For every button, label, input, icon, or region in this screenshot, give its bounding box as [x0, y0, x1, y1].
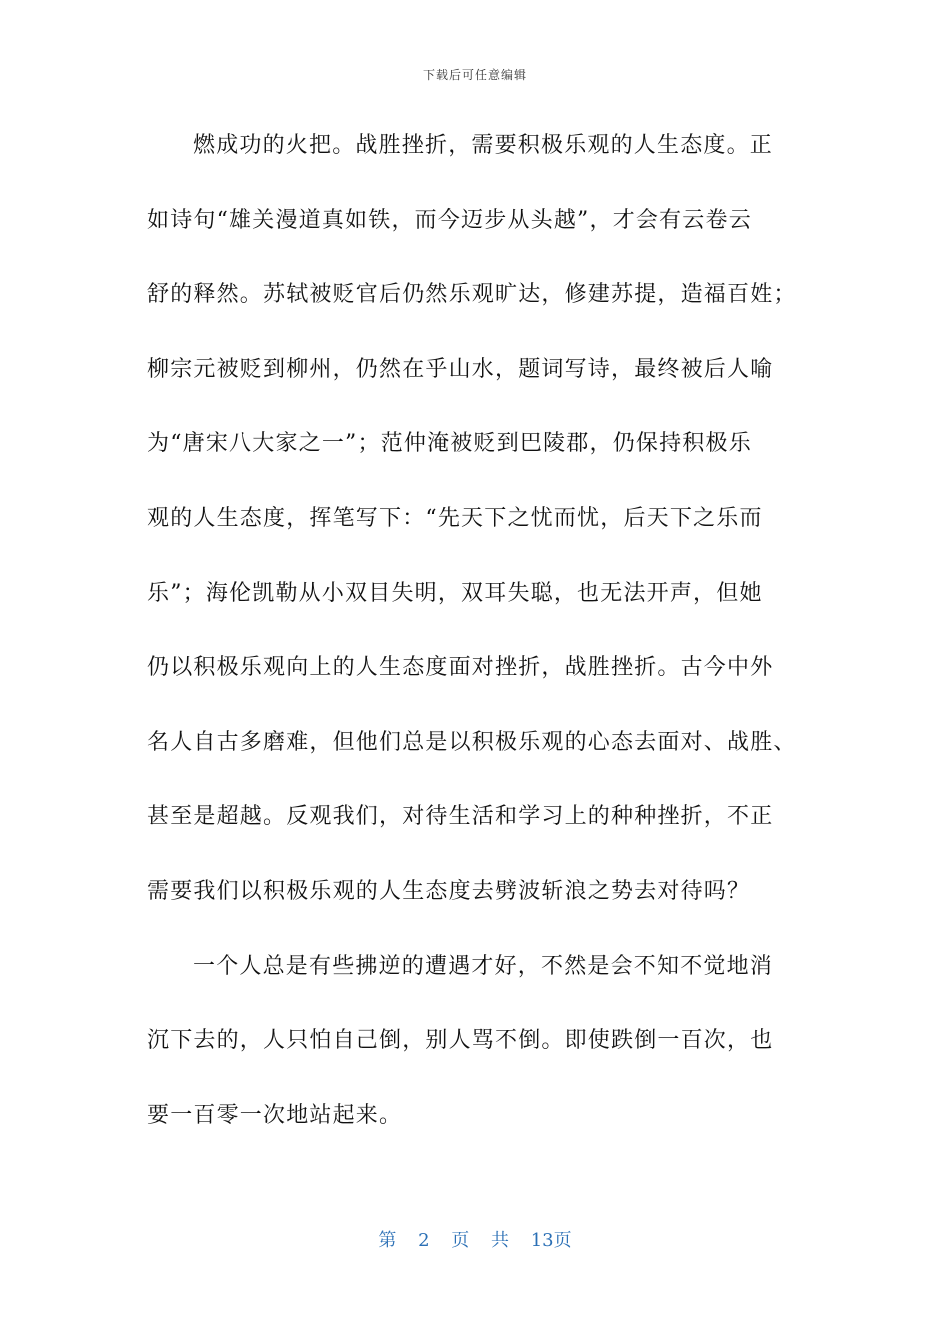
text-line: 舒的释然。苏轼被贬官后仍然乐观旷达，修建苏提，造福百姓； [147, 282, 797, 308]
text-line: 一个人总是有些拂逆的遭遇才好，不然是会不知不觉地消 [193, 953, 774, 979]
text-line: 为“唐宋八大家之一”；范仲淹被贬到巴陵郡，仍保持积极乐 [147, 431, 752, 457]
text-line: 观的人生态度，挥笔写下：“先天下之忧而忧，后天下之乐而 [147, 505, 763, 531]
current-page-number: 2 [418, 1230, 430, 1251]
page-header: 下载后可任意编辑 [422, 68, 527, 82]
text-line: 沉下去的，人只怕自己倒，别人骂不倒。即使跌倒一百次，也 [147, 1028, 774, 1054]
text-line: 柳宗元被贬到柳州，仍然在乎山水，题词写诗，最终被后人喻 [147, 356, 774, 382]
page-word: 页 [451, 1230, 470, 1251]
total-prefix: 共 [491, 1230, 509, 1251]
text-line: 名人自古多磨难，但他们总是以积极乐观的心态去面对、战胜、 [147, 729, 797, 755]
document-body [147, 124, 807, 1168]
text-line: 需要我们以积极乐观的人生态度去劈波斩浪之势去对待吗？ [147, 878, 751, 904]
text-line: 甚至是超越。反观我们，对待生活和学习上的种种挫折，不正 [147, 804, 774, 830]
text-line: 如诗句“雄关漫道真如铁，而今迈步从头越”，才会有云卷云 [147, 207, 752, 233]
text-line: 仍以积极乐观向上的人生态度面对挫折，战胜挫折。古今中外 [147, 655, 774, 681]
page-prefix: 第 [378, 1230, 397, 1251]
page-footer [0, 1226, 950, 1252]
text-line: 燃成功的火把。战胜挫折，需要积极乐观的人生态度。正 [193, 133, 774, 158]
total-pages: 13页 [530, 1230, 572, 1251]
text-line: 乐”；海伦凯勒从小双目失明，双耳失聪，也无法开声，但她 [147, 580, 763, 606]
text-line: 要一百零一次地站起来。 [147, 1102, 403, 1128]
